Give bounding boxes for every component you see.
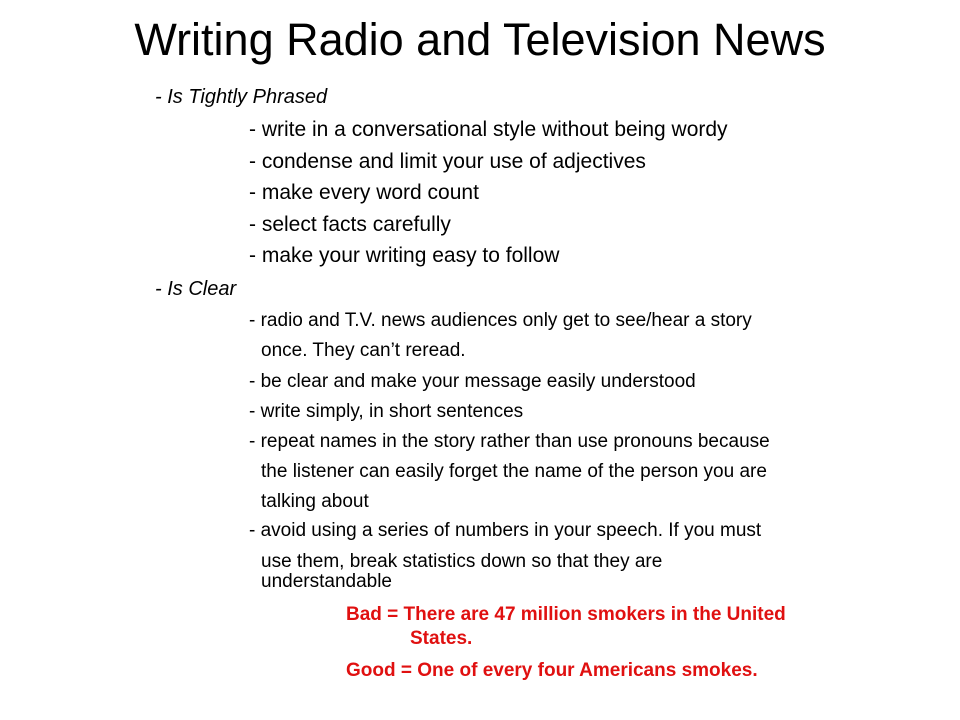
example-good: Good = One of every four Americans smokes. xyxy=(346,660,758,681)
bullet-numbers-line-2: use them, break statistics down so that they are xyxy=(261,551,663,572)
bullet-numbers-line-1: - avoid using a series of numbers in your speech. If you must xyxy=(249,520,762,541)
bullet-audiences-line-2: once. They can’t reread. xyxy=(261,340,466,361)
example-bad-line-2: States. xyxy=(410,628,473,649)
bullet-select-facts: - select facts carefully xyxy=(249,213,451,236)
bullet-audiences-line-1: - radio and T.V. news audiences only get to see/hear a story xyxy=(249,310,752,331)
slide-title: Writing Radio and Television News xyxy=(134,14,826,65)
bullet-easy-to-follow: - make your writing easy to follow xyxy=(249,244,560,267)
bullet-repeat-names-line-1: - repeat names in the story rather than use pronouns because xyxy=(249,431,770,452)
bullet-limit-adjectives: - condense and limit your use of adjectives xyxy=(249,150,646,173)
bullet-every-word-count: - make every word count xyxy=(249,181,479,204)
bullet-repeat-names-line-2: the listener can easily forget the name of the person you are xyxy=(261,461,767,482)
section-heading-tightly-phrased: - Is Tightly Phrased xyxy=(155,86,328,108)
bullet-conversational-style: - write in a conversational style without being wordy xyxy=(249,118,728,141)
bullet-numbers-line-3: understandable xyxy=(261,571,392,592)
bullet-write-simply: - write simply, in short sentences xyxy=(249,401,524,422)
section-heading-is-clear: - Is Clear xyxy=(155,278,237,300)
bullet-repeat-names-line-3: talking about xyxy=(261,491,369,512)
bullet-be-clear: - be clear and make your message easily understood xyxy=(249,371,696,392)
example-bad-line-1: Bad = There are 47 million smokers in the United xyxy=(346,604,786,625)
